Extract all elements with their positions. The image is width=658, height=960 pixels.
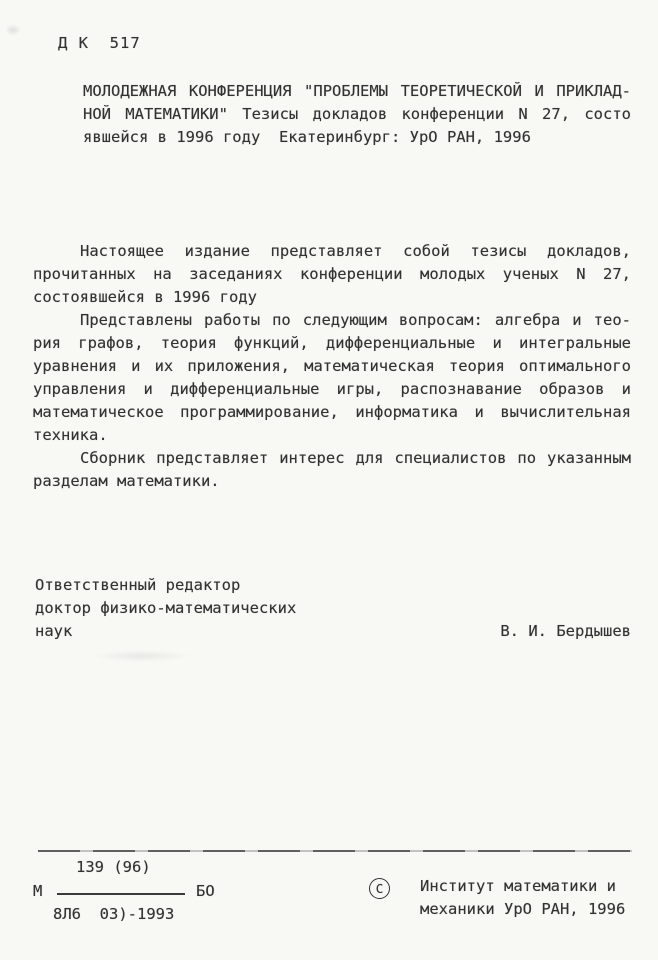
book-code-denominator: 8Л6 03)-1993 — [53, 905, 175, 923]
editor-role-line: наук — [35, 622, 73, 640]
annotation-paragraph — [33, 309, 631, 447]
book-code-fraction-bar — [57, 893, 185, 895]
annotation-line: состоявшейся в 1996 году — [33, 288, 257, 306]
imprint-separator-line — [38, 850, 632, 852]
annotation-line: техника. — [33, 426, 108, 444]
annotation-text — [33, 240, 631, 493]
book-code-suffix: БО — [196, 882, 215, 900]
book-code-numerator: 139 (96) — [76, 858, 151, 876]
annotation-line: рия графов, теория функций, дифференциальные и интегральные — [33, 334, 631, 352]
annotation-line: Сборник представляет интерес для специалистов по указанным — [80, 449, 631, 467]
annotation-line: уравнения и их приложения, математическая теория оптимального — [33, 357, 631, 375]
annotation-paragraph — [33, 240, 631, 309]
copyright-holder — [420, 875, 625, 921]
book-code-prefix: М — [33, 882, 43, 900]
title-line: явшейся в 1996 году Екатеринбург: УрО РАН, 1996 — [83, 128, 531, 146]
editor-name-row — [35, 620, 631, 643]
annotation-line: Представлены работы по следующим вопросам: алгебра и тео- — [80, 311, 631, 329]
editor-role-line: доктор физико-математических — [35, 599, 297, 617]
copyright-holder-line: Институт математики и — [420, 877, 616, 895]
editor-role-line: Ответственный редактор — [35, 576, 241, 594]
editor-credit — [35, 574, 631, 643]
title-line: НОЙ МАТЕМАТИКИ" Тезисы докладов конференции N 27, состо — [83, 105, 631, 123]
scan-smudge — [92, 650, 192, 662]
bibliographic-title — [83, 80, 631, 149]
annotation-line: управления и дифференциальные игры, распознавание образов и — [33, 380, 631, 398]
annotation-paragraph — [33, 447, 631, 493]
scan-smudge — [5, 24, 21, 36]
copyright-icon: С — [369, 878, 390, 899]
copyright-holder-line: механики УрО РАН, 1996 — [420, 900, 626, 918]
annotation-line: Настоящее издание представляет собой тезисы докладов, — [80, 242, 631, 260]
title-line: МОЛОДЕЖНАЯ КОНФЕРЕНЦИЯ "ПРОБЛЕМЫ ТЕОРЕТИЧЕСКОЙ И ПРИКЛАД- — [83, 82, 631, 100]
annotation-line: разделам математики. — [33, 472, 220, 490]
annotation-line: математическое программирование, информатика и вычислительная — [33, 403, 631, 421]
annotation-line: прочитанных на заседаниях конференции молодых ученых N 27, — [33, 265, 631, 283]
classification-code: Д К 517 — [58, 34, 141, 52]
editor-name: В. И. Бердышев — [500, 622, 631, 640]
